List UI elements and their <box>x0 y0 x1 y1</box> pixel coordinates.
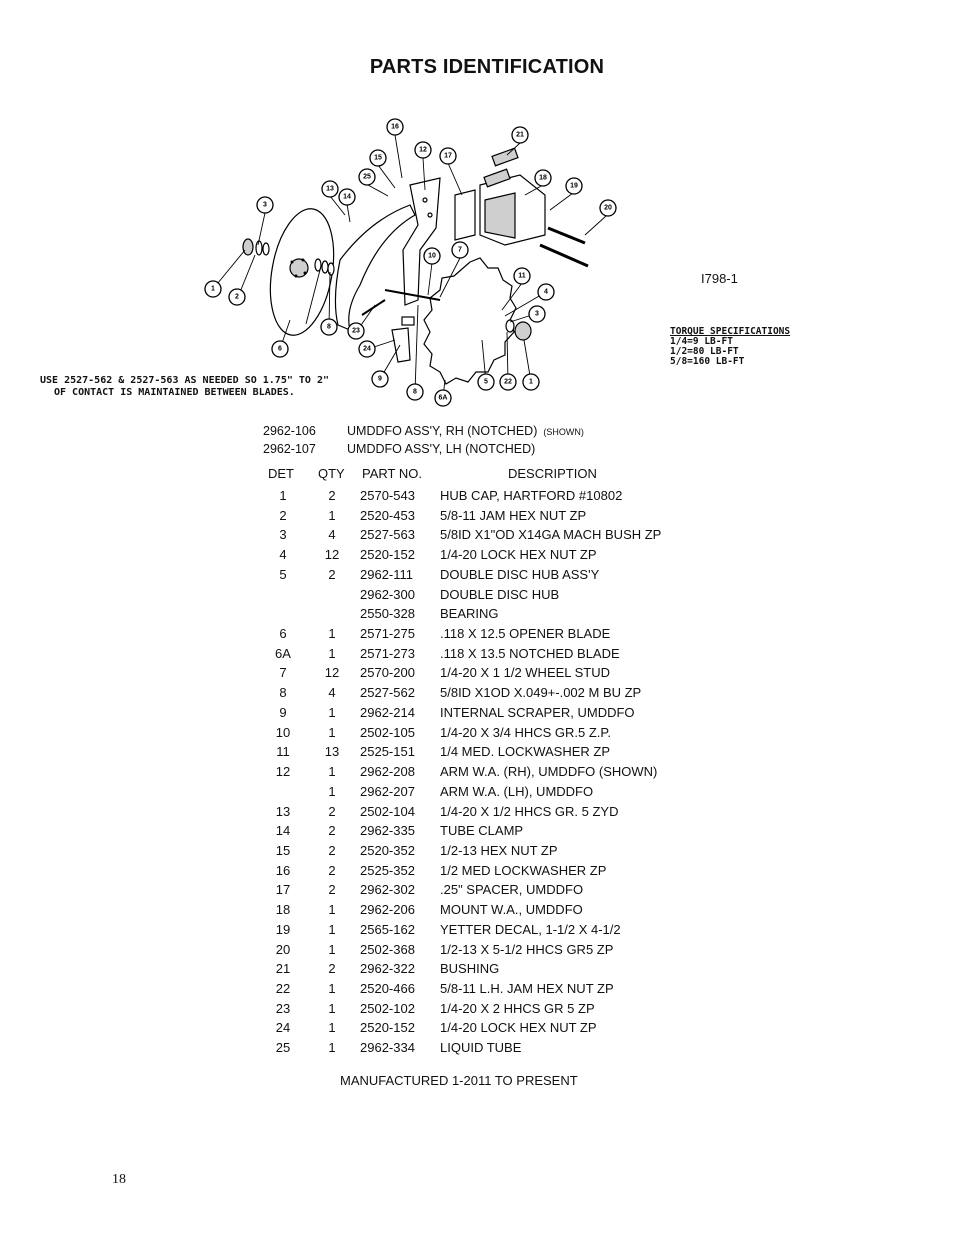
svg-text:10: 10 <box>428 252 436 260</box>
qty-cell: 1 <box>328 941 336 957</box>
det-cell: 6A <box>275 645 291 661</box>
det-cell: 16 <box>275 862 291 878</box>
callout-3b <box>529 306 545 322</box>
det-cell: 20 <box>275 941 291 957</box>
det-cell: 11 <box>276 744 290 760</box>
svg-text:21: 21 <box>516 131 524 139</box>
qty-cell: 12 <box>324 547 340 563</box>
callout-15 <box>370 150 386 166</box>
part-number-cell: 2502-104 <box>360 803 415 819</box>
part-number-cell: 2570-200 <box>360 665 415 681</box>
description-cell: .118 X 12.5 OPENER BLADE <box>440 626 611 642</box>
svg-text:24: 24 <box>363 345 371 353</box>
svg-text:9: 9 <box>378 375 382 383</box>
svg-text:22: 22 <box>504 378 512 386</box>
blade-contact-note <box>40 375 329 399</box>
svg-text:2: 2 <box>235 293 239 301</box>
det-cell: 18 <box>275 902 291 918</box>
part-number-cell: 2962-207 <box>360 783 415 799</box>
svg-text:25: 25 <box>363 173 371 181</box>
det-cell: 6 <box>279 626 287 642</box>
part-number-cell: 2962-214 <box>360 704 415 720</box>
torque-line: 1/4=9 LB-FT <box>670 336 733 347</box>
assembly-desc: UMDDFO ASS'Y, LH (NOTCHED) <box>347 442 536 456</box>
header-qty: QTY <box>318 466 345 481</box>
description-cell: .25" SPACER, UMDDFO <box>440 882 584 898</box>
callout-1b <box>523 374 539 390</box>
description-cell: 1/2-13 X 5-1/2 HHCS GR5 ZP <box>440 941 614 957</box>
det-cell: 22 <box>275 981 291 996</box>
det-cell: 10 <box>275 724 291 740</box>
callout-10 <box>424 248 440 264</box>
svg-text:12: 12 <box>419 146 427 154</box>
qty-cell: 1 <box>328 783 336 799</box>
description-cell: 5/8-11 JAM HEX NUT ZP <box>440 507 587 523</box>
qty-cell: 12 <box>324 665 340 681</box>
description-cell: 5/8-11 L.H. JAM HEX NUT ZP <box>440 981 614 996</box>
det-cell: 4 <box>279 547 287 563</box>
assembly-line <box>263 424 584 438</box>
callout-8 <box>321 319 337 335</box>
qty-cell: 13 <box>324 744 340 760</box>
part-number-cell: 2527-562 <box>360 685 415 701</box>
description-cell: 1/2 MED LOCKWASHER ZP <box>440 862 607 878</box>
qty-cell: 1 <box>328 626 336 642</box>
det-cell: 19 <box>275 921 291 937</box>
description-cell: 1/4-20 X 1/2 HHCS GR. 5 ZYD <box>440 803 619 819</box>
svg-text:17: 17 <box>444 152 452 160</box>
part-number-cell: 2527-563 <box>360 527 415 543</box>
assembly-part: 2962-107 <box>263 442 316 456</box>
callout-21 <box>512 127 528 143</box>
part-number-cell: 2525-352 <box>360 862 415 878</box>
svg-text:14: 14 <box>343 193 351 201</box>
torque-specifications <box>670 327 790 367</box>
part-number-cell: 2550-328 <box>360 606 415 622</box>
det-cell: 7 <box>279 665 287 681</box>
callout-11 <box>514 268 530 284</box>
part-number-cell: 2570-543 <box>360 488 415 503</box>
det-cell: 23 <box>275 1000 291 1016</box>
qty-cell: 2 <box>328 566 336 582</box>
callout-3 <box>257 197 273 213</box>
callout-14 <box>339 189 355 205</box>
callout-6A <box>435 390 451 406</box>
det-cell: 14 <box>275 823 291 839</box>
callout-25 <box>359 169 375 185</box>
qty-cell: 2 <box>328 842 336 858</box>
callout-16 <box>387 119 403 135</box>
part-number-cell: 2520-152 <box>360 547 415 563</box>
svg-text:16: 16 <box>391 123 399 131</box>
svg-text:6A: 6A <box>438 394 448 402</box>
header-part: PART NO. <box>362 466 422 481</box>
svg-text:1: 1 <box>211 285 215 293</box>
callout-12 <box>415 142 431 158</box>
svg-text:8: 8 <box>413 388 417 396</box>
svg-text:7: 7 <box>458 246 462 254</box>
det-cell: 17 <box>275 882 291 898</box>
description-cell: 1/4-20 X 2 HHCS GR 5 ZP <box>440 1000 595 1016</box>
description-cell: .118 X 13.5 NOTCHED BLADE <box>440 645 620 661</box>
qty-cell: 1 <box>328 645 336 661</box>
torque-heading: TORQUE SPECIFICATIONS <box>670 326 791 337</box>
det-cell: 8 <box>279 685 287 701</box>
description-cell: ARM W.A. (LH), UMDDFO <box>440 783 594 799</box>
description-cell: 1/4-20 LOCK HEX NUT ZP <box>440 1020 597 1036</box>
svg-text:15: 15 <box>374 154 382 162</box>
qty-cell: 2 <box>328 823 336 839</box>
callout-8b <box>407 384 423 400</box>
torque-line: 5/8=160 LB-FT <box>670 356 745 367</box>
page-number: 18 <box>112 1172 126 1187</box>
det-cell: 3 <box>279 527 287 543</box>
qty-cell: 2 <box>328 803 336 819</box>
callout-20 <box>600 200 616 216</box>
drawing-number: I798-1 <box>701 271 738 286</box>
det-cell: 24 <box>275 1020 291 1036</box>
header-desc: DESCRIPTION <box>508 466 597 481</box>
part-number-cell: 2502-105 <box>360 724 415 740</box>
description-cell: 5/8ID X1"OD X14GA MACH BUSH ZP <box>440 527 662 543</box>
qty-cell: 2 <box>328 882 336 898</box>
description-cell: 1/4-20 X 1 1/2 WHEEL STUD <box>440 665 611 681</box>
callout-6 <box>272 341 288 357</box>
assembly-line <box>263 442 535 456</box>
part-number-cell: 2962-206 <box>360 902 415 918</box>
svg-text:3: 3 <box>263 201 267 209</box>
part-number-cell: 2962-334 <box>360 1040 415 1056</box>
callout-13 <box>322 181 338 197</box>
note-line: USE 2527-562 & 2527-563 AS NEEDED SO 1.75" TO 2" <box>40 375 329 386</box>
callout-18 <box>535 170 551 186</box>
qty-cell: 1 <box>328 1000 336 1016</box>
torque-line: 1/2=80 LB-FT <box>670 346 739 357</box>
arm-12 <box>403 178 440 305</box>
description-cell: DOUBLE DISC HUB <box>440 586 560 602</box>
svg-text:18: 18 <box>539 174 547 182</box>
svg-text:1: 1 <box>529 378 533 386</box>
part-number-cell: 2502-102 <box>360 1000 415 1016</box>
part-number-cell: 2520-466 <box>360 981 415 996</box>
det-cell: 1 <box>279 488 287 503</box>
det-cell: 9 <box>279 704 287 720</box>
qty-cell: 4 <box>328 685 336 701</box>
svg-text:19: 19 <box>570 182 578 190</box>
note-line: OF CONTACT IS MAINTAINED BETWEEN BLADES. <box>54 387 295 398</box>
description-cell: ARM W.A. (RH), UMDDFO (SHOWN) <box>440 764 658 780</box>
qty-cell: 1 <box>328 1020 336 1036</box>
assembly-desc: UMDDFO ASS'Y, RH (NOTCHED) <box>347 424 538 438</box>
svg-text:11: 11 <box>518 272 526 280</box>
qty-cell: 1 <box>328 1040 336 1056</box>
part-number-cell: 2502-368 <box>360 941 415 957</box>
description-cell: LIQUID TUBE <box>440 1040 522 1056</box>
hub-cap-1 <box>515 322 531 340</box>
svg-text:3: 3 <box>535 310 539 318</box>
svg-text:4: 4 <box>544 288 548 296</box>
det-cell: 5 <box>279 566 287 582</box>
assembly-note: (SHOWN) <box>543 427 584 437</box>
callout-22 <box>500 374 516 390</box>
part-number-cell: 2962-335 <box>360 823 415 839</box>
qty-cell: 2 <box>328 862 336 878</box>
svg-text:6: 6 <box>278 345 282 353</box>
qty-cell: 2 <box>328 961 336 977</box>
det-cell: 2 <box>279 507 287 523</box>
callout-4 <box>538 284 554 300</box>
description-cell: HUB CAP, HARTFORD #10802 <box>440 488 623 503</box>
qty-cell: 1 <box>328 902 336 918</box>
qty-cell: 1 <box>328 921 336 937</box>
callout-17 <box>440 148 456 164</box>
qty-cell: 4 <box>328 527 336 543</box>
svg-text:13: 13 <box>326 185 334 193</box>
part-number-cell: 2962-300 <box>360 586 415 602</box>
description-cell: YETTER DECAL, 1-1/2 X 4-1/2 <box>440 921 621 937</box>
description-cell: 5/8ID X1OD X.049+-.002 M BU ZP <box>440 685 642 701</box>
qty-cell: 1 <box>328 981 336 996</box>
callout-1 <box>205 281 221 297</box>
callout-5 <box>478 374 494 390</box>
svg-text:20: 20 <box>604 204 612 212</box>
notched-blade-6A <box>424 258 516 384</box>
part-number-cell: 2520-453 <box>360 507 415 523</box>
qty-cell: 1 <box>328 724 336 740</box>
description-cell: 1/4-20 LOCK HEX NUT ZP <box>440 547 597 563</box>
manufactured-note: MANUFACTURED 1-2011 TO PRESENT <box>340 1073 578 1088</box>
det-cell: 25 <box>275 1040 291 1056</box>
part-number-cell: 2520-152 <box>360 1020 415 1036</box>
description-cell: BEARING <box>440 606 499 622</box>
description-cell: BUSHING <box>440 961 500 977</box>
det-cell: 12 <box>275 764 291 780</box>
description-cell: INTERNAL SCRAPER, UMDDFO <box>440 704 635 720</box>
part-number-cell: 2565-162 <box>360 921 415 937</box>
description-cell: MOUNT W.A., UMDDFO <box>440 902 583 918</box>
description-cell: TUBE CLAMP <box>440 823 524 839</box>
qty-cell: 2 <box>328 488 336 503</box>
callout-7 <box>452 242 468 258</box>
header-det: DET <box>268 466 294 481</box>
part-number-cell: 2520-352 <box>360 842 415 858</box>
description-cell: 1/4-20 X 3/4 HHCS GR.5 Z.P. <box>440 724 611 740</box>
part-number-cell: 2962-302 <box>360 882 415 898</box>
part-number-cell: 2962-322 <box>360 961 415 977</box>
part-number-cell: 2525-151 <box>360 744 415 760</box>
callout-2 <box>229 289 245 305</box>
part-number-cell: 2571-273 <box>360 645 415 661</box>
svg-text:8: 8 <box>327 323 331 331</box>
qty-cell: 1 <box>328 704 336 720</box>
qty-cell: 1 <box>328 764 336 780</box>
assembly-part: 2962-106 <box>263 424 316 438</box>
svg-text:5: 5 <box>484 378 488 386</box>
part-number-cell: 2962-111 <box>360 566 414 582</box>
description-cell: 1/2-13 HEX NUT ZP <box>440 842 558 858</box>
part-number-cell: 2962-208 <box>360 764 415 780</box>
callout-24 <box>359 341 375 357</box>
part-number-cell: 2571-275 <box>360 626 415 642</box>
page-title: PARTS IDENTIFICATION <box>369 56 605 78</box>
det-cell: 13 <box>275 803 291 819</box>
qty-cell: 1 <box>328 507 336 523</box>
exploded-parts-diagram <box>0 0 954 420</box>
description-cell: DOUBLE DISC HUB ASS'Y <box>440 566 600 582</box>
callout-19 <box>566 178 582 194</box>
description-cell: 1/4 MED. LOCKWASHER ZP <box>440 744 610 760</box>
callout-9 <box>372 371 388 387</box>
det-cell: 21 <box>275 961 291 977</box>
svg-text:23: 23 <box>352 327 360 335</box>
det-cell: 15 <box>275 842 291 858</box>
callout-23 <box>348 323 364 339</box>
